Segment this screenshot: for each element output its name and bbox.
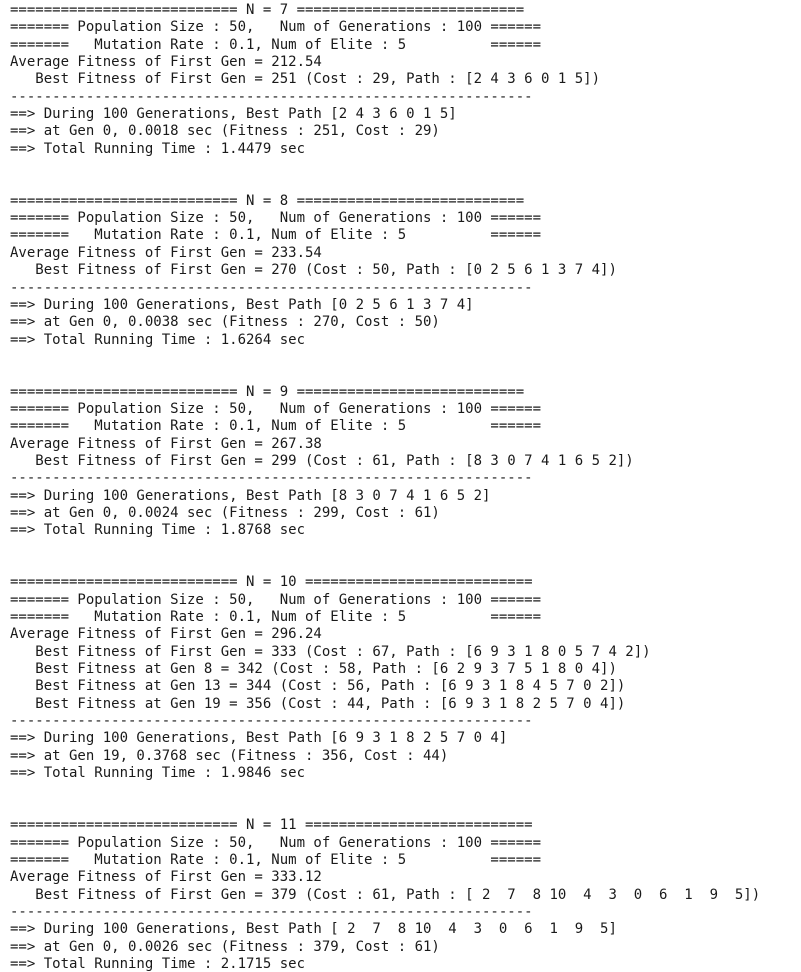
result-line: ==> at Gen 0, 0.0038 sec (Fitness : 270, Cost : 50) xyxy=(10,314,440,331)
run-block-n7 xyxy=(10,2,801,158)
result-line: ==> at Gen 19, 0.3768 sec (Fitness : 356, Cost : 44) xyxy=(10,747,449,764)
params-line: ======= Population Size : 50, Num of Generations : 100 ====== xyxy=(10,400,542,417)
best-fitness-line: Best Fitness at Gen 8 = 342 (Cost : 58, Path : [6 2 9 3 7 5 1 8 0 4]) xyxy=(10,661,617,678)
best-fitness-line: Best Fitness of First Gen = 270 (Cost : 50, Path : [0 2 5 6 1 3 7 4]) xyxy=(10,262,617,279)
separator-line: -------------------------------------------------------------- xyxy=(10,713,533,730)
total-time-line: ==> Total Running Time : 1.4479 sec xyxy=(10,140,306,157)
params-line: ======= Mutation Rate : 0.1, Num of Elite : 5 ====== xyxy=(10,851,542,868)
header-line: =========================== N = 8 =========================== xyxy=(10,192,525,209)
header-line: =========================== N = 10 =========================== xyxy=(10,574,533,591)
params-line: ======= Population Size : 50, Num of Generations : 100 ====== xyxy=(10,19,542,36)
result-line: ==> During 100 Generations, Best Path [6 9 3 1 8 2 5 7 0 4] xyxy=(10,730,508,747)
total-time-line: ==> Total Running Time : 2.1715 sec xyxy=(10,955,306,972)
total-time-line: ==> Total Running Time : 1.8768 sec xyxy=(10,522,306,539)
total-time-line: ==> Total Running Time : 1.6264 sec xyxy=(10,331,306,348)
average-fitness-line: Average Fitness of First Gen = 267.38 xyxy=(10,435,322,452)
best-fitness-line: Best Fitness of First Gen = 251 (Cost : 29, Path : [2 4 3 6 0 1 5]) xyxy=(10,71,601,88)
result-line: ==> at Gen 0, 0.0018 sec (Fitness : 251, Cost : 29) xyxy=(10,123,440,140)
result-line: ==> During 100 Generations, Best Path [0 2 5 6 1 3 7 4] xyxy=(10,296,474,313)
run-block-n11 xyxy=(10,817,801,972)
separator-line: -------------------------------------------------------------- xyxy=(10,279,533,296)
run-block-n10 xyxy=(10,574,801,782)
best-fitness-line: Best Fitness at Gen 19 = 356 (Cost : 44, Path : [6 9 3 1 8 2 5 7 0 4]) xyxy=(10,695,626,712)
params-line: ======= Mutation Rate : 0.1, Num of Elite : 5 ====== xyxy=(10,609,542,626)
best-fitness-line: Best Fitness of First Gen = 299 (Cost : 61, Path : [8 3 0 7 4 1 6 5 2]) xyxy=(10,452,634,469)
average-fitness-line: Average Fitness of First Gen = 296.24 xyxy=(10,626,322,643)
best-fitness-line: Best Fitness of First Gen = 379 (Cost : 61, Path : [ 2 7 8 10 4 3 0 6 1 9 5]) xyxy=(10,886,761,903)
result-line: ==> at Gen 0, 0.0024 sec (Fitness : 299, Cost : 61) xyxy=(10,504,440,521)
best-fitness-line: Best Fitness at Gen 13 = 344 (Cost : 56, Path : [6 9 3 1 8 4 5 7 0 2]) xyxy=(10,678,626,695)
best-fitness-line: Best Fitness of First Gen = 333 (Cost : 67, Path : [6 9 3 1 8 0 5 7 4 2]) xyxy=(10,643,651,660)
params-line: ======= Mutation Rate : 0.1, Num of Elite : 5 ====== xyxy=(10,36,542,53)
separator-line: -------------------------------------------------------------- xyxy=(10,88,533,105)
header-line: =========================== N = 11 =========================== xyxy=(10,817,533,834)
total-time-line: ==> Total Running Time : 1.9846 sec xyxy=(10,765,306,782)
header-line: =========================== N = 7 =========================== xyxy=(10,2,525,18)
result-line: ==> During 100 Generations, Best Path [8 3 0 7 4 1 6 5 2] xyxy=(10,487,491,504)
separator-line: -------------------------------------------------------------- xyxy=(10,903,533,920)
header-line: =========================== N = 9 =========================== xyxy=(10,383,525,400)
params-line: ======= Population Size : 50, Num of Generations : 100 ====== xyxy=(10,591,542,608)
average-fitness-line: Average Fitness of First Gen = 233.54 xyxy=(10,244,322,261)
result-line: ==> During 100 Generations, Best Path [ 2 7 8 10 4 3 0 6 1 9 5] xyxy=(10,921,617,938)
run-block-n9 xyxy=(10,384,801,540)
separator-line: -------------------------------------------------------------- xyxy=(10,470,533,487)
average-fitness-line: Average Fitness of First Gen = 212.54 xyxy=(10,54,322,71)
average-fitness-line: Average Fitness of First Gen = 333.12 xyxy=(10,869,322,886)
params-line: ======= Population Size : 50, Num of Generations : 100 ====== xyxy=(10,210,542,227)
params-line: ======= Population Size : 50, Num of Generations : 100 ====== xyxy=(10,834,542,851)
result-line: ==> at Gen 0, 0.0026 sec (Fitness : 379, Cost : 61) xyxy=(10,938,440,955)
run-block-n8 xyxy=(10,193,801,349)
result-line: ==> During 100 Generations, Best Path [2 4 3 6 0 1 5] xyxy=(10,106,457,123)
params-line: ======= Mutation Rate : 0.1, Num of Elite : 5 ====== xyxy=(10,227,542,244)
params-line: ======= Mutation Rate : 0.1, Num of Elite : 5 ====== xyxy=(10,418,542,435)
